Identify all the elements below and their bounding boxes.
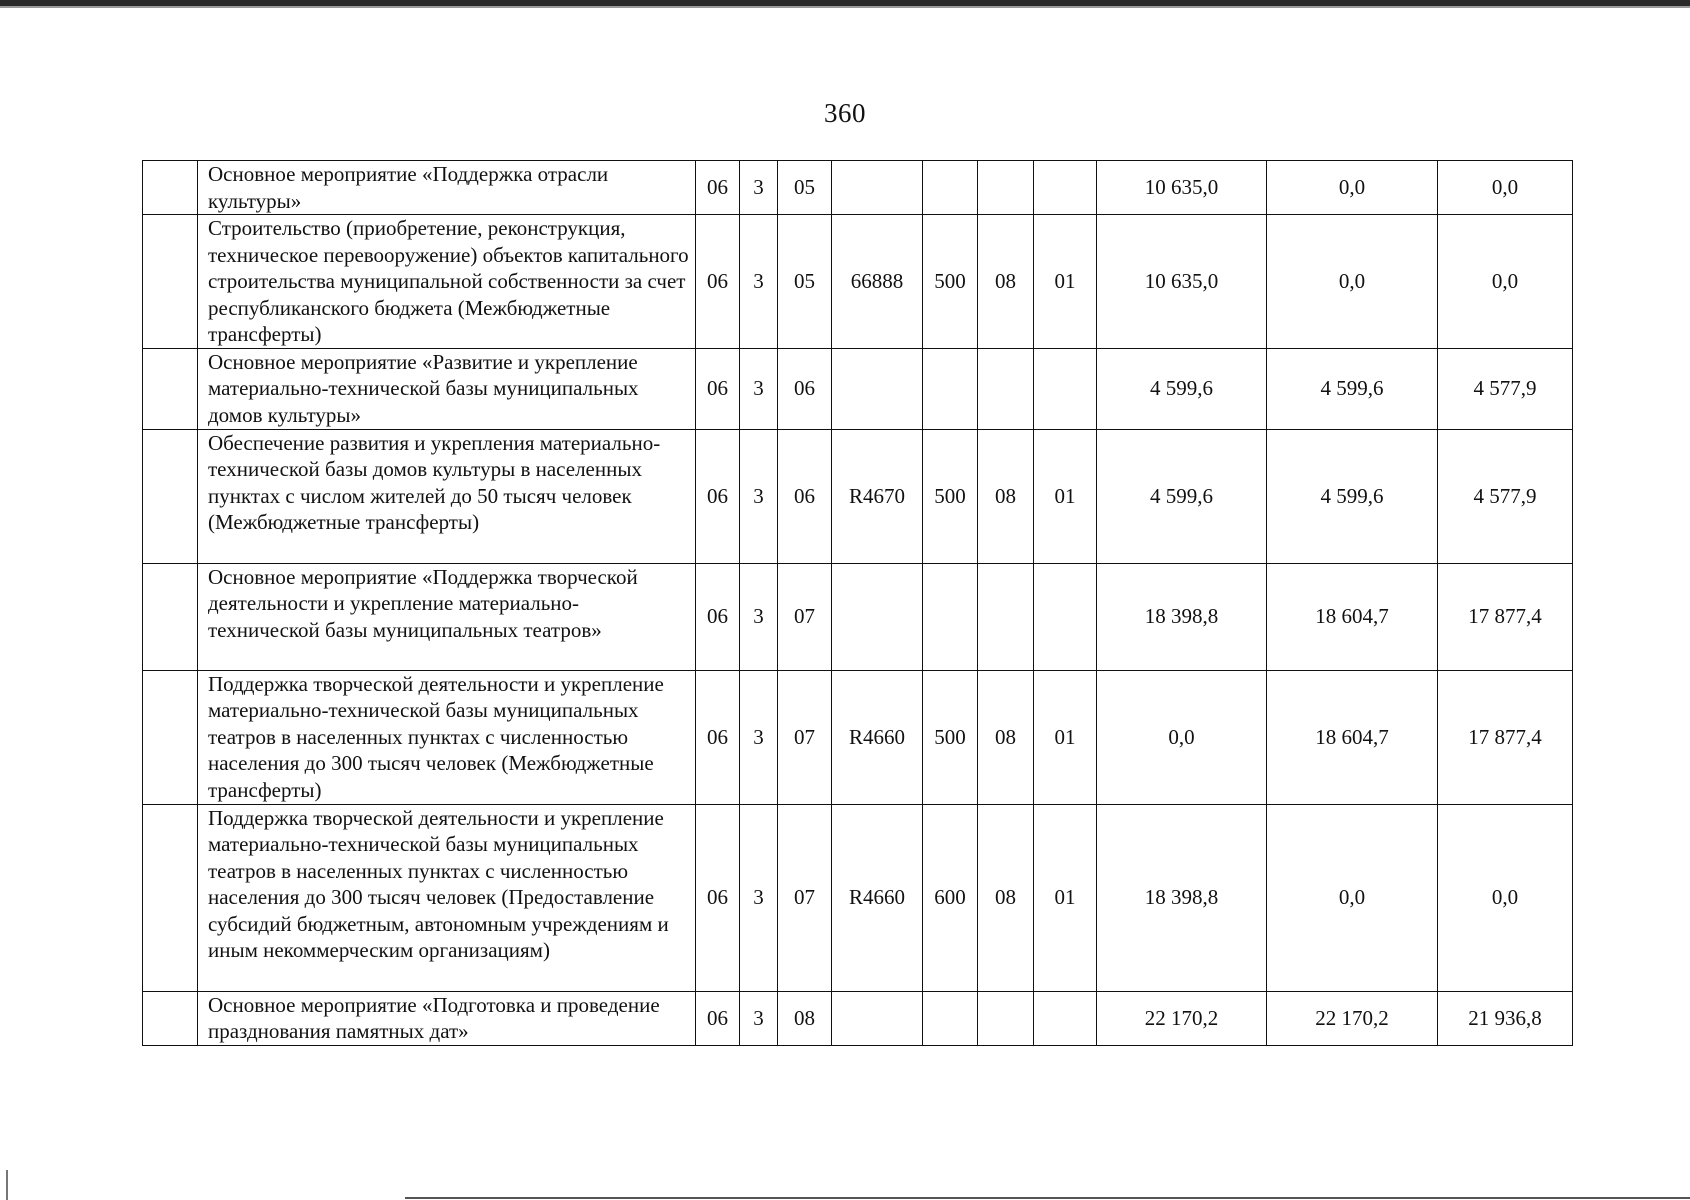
code-cell: R4670 <box>832 429 923 563</box>
code-cell <box>1034 348 1097 429</box>
amount-cell: 0,0 <box>1438 161 1573 215</box>
page-number: 360 <box>824 98 866 128</box>
table-row <box>143 429 1573 563</box>
code-cell: 08 <box>978 429 1034 563</box>
amount-cell: 4 599,6 <box>1097 348 1267 429</box>
table-row <box>143 563 1573 670</box>
code-cell <box>978 161 1034 215</box>
code-cell: 01 <box>1034 804 1097 991</box>
table-row <box>143 670 1573 804</box>
amount-cell: 18 398,8 <box>1097 563 1267 670</box>
budget-table <box>142 160 1573 1046</box>
code-cell <box>1034 161 1097 215</box>
amount-cell: 0,0 <box>1267 161 1438 215</box>
description-cell: Строительство (приобретение, реконструкция, техническое перевооружение) объектов капитального строительства муниципальной собственности за счет республиканского бюджета (Межбюджетные трансферты) <box>198 215 696 349</box>
code-cell <box>832 991 923 1045</box>
row-number-cell <box>143 991 198 1045</box>
code-cell: 500 <box>923 429 978 563</box>
amount-cell: 18 604,7 <box>1267 563 1438 670</box>
code-cell: 06 <box>696 348 740 429</box>
table-row <box>143 348 1573 429</box>
amount-cell: 4 599,6 <box>1267 429 1438 563</box>
top-border-shadow <box>0 6 1690 8</box>
amount-cell: 18 604,7 <box>1267 670 1438 804</box>
code-cell: 05 <box>778 215 832 349</box>
code-cell: 08 <box>778 991 832 1045</box>
code-cell: 06 <box>696 161 740 215</box>
row-number-cell <box>143 429 198 563</box>
code-cell: 06 <box>696 991 740 1045</box>
code-cell: 08 <box>978 215 1034 349</box>
code-cell <box>832 161 923 215</box>
amount-cell: 0,0 <box>1267 804 1438 991</box>
code-cell: 06 <box>778 429 832 563</box>
description-cell: Обеспечение развития и укрепления материально-технической базы домов культуры в населенных пунктах с числом жителей до 50 тысяч человек (Межбюджетные трансферты) <box>198 429 696 563</box>
table-row <box>143 161 1573 215</box>
code-cell: 08 <box>978 670 1034 804</box>
code-cell <box>978 563 1034 670</box>
code-cell: 01 <box>1034 429 1097 563</box>
amount-cell: 0,0 <box>1438 804 1573 991</box>
table-row <box>143 804 1573 991</box>
row-number-cell <box>143 563 198 670</box>
amount-cell: 4 577,9 <box>1438 429 1573 563</box>
row-number-cell <box>143 161 198 215</box>
code-cell: 08 <box>978 804 1034 991</box>
amount-cell: 10 635,0 <box>1097 161 1267 215</box>
description-cell: Основное мероприятие «Развитие и укрепление материально-технической базы муниципальных домов культуры» <box>198 348 696 429</box>
table-row <box>143 215 1573 349</box>
row-number-cell <box>143 804 198 991</box>
amount-cell: 4 599,6 <box>1097 429 1267 563</box>
code-cell: 3 <box>740 563 778 670</box>
code-cell: 06 <box>696 670 740 804</box>
bottom-border-rule <box>405 1197 1690 1199</box>
code-cell: 06 <box>778 348 832 429</box>
code-cell: 500 <box>923 670 978 804</box>
description-cell: Поддержка творческой деятельности и укрепление материально-технической базы муниципальных театров в населенных пунктах с численностью населения до 300 тысяч человек (Предоставление субсидий бюджетным, автономным учреждениям и иным некоммерческим организациям) <box>198 804 696 991</box>
code-cell: 07 <box>778 804 832 991</box>
code-cell: 3 <box>740 348 778 429</box>
code-cell: 3 <box>740 804 778 991</box>
row-number-cell <box>143 215 198 349</box>
code-cell: 3 <box>740 215 778 349</box>
code-cell <box>832 563 923 670</box>
code-cell: R4660 <box>832 804 923 991</box>
code-cell: 66888 <box>832 215 923 349</box>
code-cell: 06 <box>696 804 740 991</box>
code-cell: 3 <box>740 991 778 1045</box>
code-cell: 07 <box>778 563 832 670</box>
code-cell <box>1034 991 1097 1045</box>
amount-cell: 18 398,8 <box>1097 804 1267 991</box>
code-cell <box>923 563 978 670</box>
code-cell: 06 <box>696 215 740 349</box>
code-cell: R4660 <box>832 670 923 804</box>
code-cell: 600 <box>923 804 978 991</box>
code-cell: 07 <box>778 670 832 804</box>
amount-cell: 4 599,6 <box>1267 348 1438 429</box>
amount-cell: 0,0 <box>1267 215 1438 349</box>
description-cell: Основное мероприятие «Подготовка и проведение празднования памятных дат» <box>198 991 696 1045</box>
code-cell: 3 <box>740 670 778 804</box>
amount-cell: 4 577,9 <box>1438 348 1573 429</box>
description-cell: Основное мероприятие «Поддержка творческой деятельности и укрепление материально-технической базы муниципальных театров» <box>198 563 696 670</box>
code-cell: 01 <box>1034 670 1097 804</box>
code-cell <box>832 348 923 429</box>
code-cell: 05 <box>778 161 832 215</box>
description-cell: Поддержка творческой деятельности и укрепление материально-технической базы муниципальных театров в населенных пунктах с численностью населения до 300 тысяч человек (Межбюджетные трансферты) <box>198 670 696 804</box>
code-cell <box>978 348 1034 429</box>
code-cell <box>923 348 978 429</box>
description-cell: Основное мероприятие «Поддержка отрасли культуры» <box>198 161 696 215</box>
code-cell: 06 <box>696 563 740 670</box>
amount-cell: 17 877,4 <box>1438 670 1573 804</box>
code-cell <box>978 991 1034 1045</box>
code-cell <box>923 991 978 1045</box>
amount-cell: 0,0 <box>1097 670 1267 804</box>
amount-cell: 22 170,2 <box>1097 991 1267 1045</box>
code-cell <box>1034 563 1097 670</box>
code-cell: 3 <box>740 429 778 563</box>
row-number-cell <box>143 670 198 804</box>
code-cell: 06 <box>696 429 740 563</box>
code-cell <box>923 161 978 215</box>
row-number-cell <box>143 348 198 429</box>
code-cell: 500 <box>923 215 978 349</box>
amount-cell: 21 936,8 <box>1438 991 1573 1045</box>
code-cell: 01 <box>1034 215 1097 349</box>
code-cell: 3 <box>740 161 778 215</box>
amount-cell: 0,0 <box>1438 215 1573 349</box>
amount-cell: 10 635,0 <box>1097 215 1267 349</box>
scan-edge-mark <box>6 1170 8 1200</box>
table-row <box>143 991 1573 1045</box>
amount-cell: 22 170,2 <box>1267 991 1438 1045</box>
amount-cell: 17 877,4 <box>1438 563 1573 670</box>
